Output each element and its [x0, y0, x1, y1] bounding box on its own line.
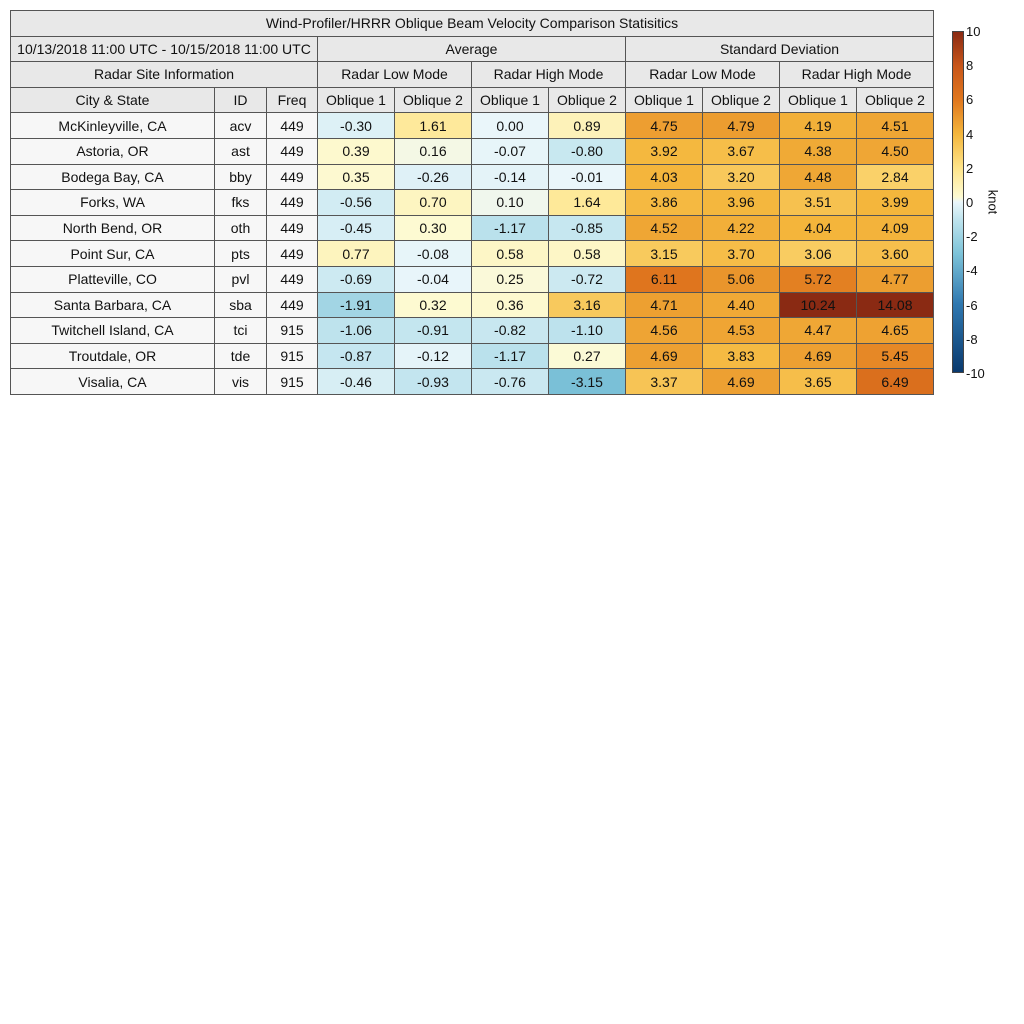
cell-avg-high-oblique-1: -0.07: [472, 138, 549, 164]
cell-city: McKinleyville, CA: [11, 113, 215, 139]
cell-avg-high-oblique-1: 0.58: [472, 241, 549, 267]
std-dev-group-header: Standard Deviation: [626, 36, 934, 62]
cell-std-low-oblique-1: 3.37: [626, 369, 703, 395]
cell-city: Point Sur, CA: [11, 241, 215, 267]
cell-id: ast: [215, 138, 267, 164]
cell-city: North Bend, OR: [11, 215, 215, 241]
table-row: [11, 369, 934, 395]
cell-avg-low-oblique-2: -0.04: [395, 266, 472, 292]
cell-id: vis: [215, 369, 267, 395]
column-header-avg-low-oblique-2: Oblique 2: [395, 87, 472, 113]
table-row: [11, 190, 934, 216]
column-header-std-high-oblique-1: Oblique 1: [780, 87, 857, 113]
cell-avg-low-oblique-2: -0.93: [395, 369, 472, 395]
average-group-header: Average: [318, 36, 626, 62]
cell-std-low-oblique-2: 3.96: [703, 190, 780, 216]
cell-id: oth: [215, 215, 267, 241]
cell-std-low-oblique-2: 3.67: [703, 138, 780, 164]
cell-std-low-oblique-1: 3.92: [626, 138, 703, 164]
table-row: [11, 138, 934, 164]
cell-avg-high-oblique-2: 1.64: [549, 190, 626, 216]
colorbar-tick-label: 8: [966, 58, 974, 74]
column-header-freq: Freq: [267, 87, 318, 113]
colorbar-tick-label: 0: [966, 195, 974, 210]
cell-avg-low-oblique-1: 0.39: [318, 138, 395, 164]
cell-std-high-oblique-2: 4.77: [857, 266, 934, 292]
cell-freq: 449: [267, 190, 318, 216]
site-info-header: Radar Site Information: [11, 62, 318, 88]
cell-avg-high-oblique-2: -0.85: [549, 215, 626, 241]
cell-avg-high-oblique-2: -1.10: [549, 318, 626, 344]
cell-avg-low-oblique-2: -0.91: [395, 318, 472, 344]
cell-avg-low-oblique-2: 0.32: [395, 292, 472, 318]
cell-freq: 449: [267, 164, 318, 190]
cell-avg-high-oblique-2: -0.80: [549, 138, 626, 164]
cell-std-low-oblique-1: 4.56: [626, 318, 703, 344]
cell-std-high-oblique-1: 4.48: [780, 164, 857, 190]
cell-avg-high-oblique-1: 0.00: [472, 113, 549, 139]
cell-std-low-oblique-2: 3.70: [703, 241, 780, 267]
cell-id: sba: [215, 292, 267, 318]
colorbar-tick-label: -8: [966, 331, 978, 347]
cell-freq: 449: [267, 215, 318, 241]
cell-id: pts: [215, 241, 267, 267]
colorbar-tick-label: -2: [966, 229, 978, 245]
cell-std-low-oblique-2: 5.06: [703, 266, 780, 292]
cell-city: Bodega Bay, CA: [11, 164, 215, 190]
cell-city: Troutdale, OR: [11, 343, 215, 369]
velocity-stats-table: [10, 10, 934, 395]
cell-city: Astoria, OR: [11, 138, 215, 164]
cell-std-low-oblique-1: 4.52: [626, 215, 703, 241]
cell-std-high-oblique-1: 3.06: [780, 241, 857, 267]
cell-id: fks: [215, 190, 267, 216]
cell-avg-high-oblique-1: 0.36: [472, 292, 549, 318]
cell-std-high-oblique-2: 3.60: [857, 241, 934, 267]
cell-std-low-oblique-2: 4.53: [703, 318, 780, 344]
cell-freq: 449: [267, 241, 318, 267]
colorbar-label: knot: [985, 189, 1001, 215]
cell-std-high-oblique-1: 4.47: [780, 318, 857, 344]
cell-std-low-oblique-1: 4.03: [626, 164, 703, 190]
cell-std-low-oblique-2: 4.40: [703, 292, 780, 318]
cell-std-low-oblique-1: 4.75: [626, 113, 703, 139]
cell-std-low-oblique-1: 3.15: [626, 241, 703, 267]
cell-city: Twitchell Island, CA: [11, 318, 215, 344]
table-row: [11, 266, 934, 292]
cell-std-high-oblique-1: 4.38: [780, 138, 857, 164]
cell-std-low-oblique-2: 3.83: [703, 343, 780, 369]
column-header-id: ID: [215, 87, 267, 113]
cell-avg-high-oblique-1: -1.17: [472, 215, 549, 241]
colorbar: [952, 31, 964, 373]
cell-avg-high-oblique-1: -0.14: [472, 164, 549, 190]
cell-freq: 915: [267, 318, 318, 344]
cell-avg-low-oblique-2: -0.08: [395, 241, 472, 267]
table-row: [11, 343, 934, 369]
cell-id: pvl: [215, 266, 267, 292]
cell-avg-low-oblique-1: -0.46: [318, 369, 395, 395]
colorbar-tick-label: -6: [966, 297, 978, 313]
cell-std-low-oblique-1: 3.86: [626, 190, 703, 216]
date-range: 10/13/2018 11:00 UTC - 10/15/2018 11:00 UTC: [11, 36, 318, 62]
avg-low-mode-header: Radar Low Mode: [318, 62, 472, 88]
cell-std-low-oblique-2: 3.20: [703, 164, 780, 190]
cell-freq: 449: [267, 138, 318, 164]
cell-avg-low-oblique-1: -1.91: [318, 292, 395, 318]
column-header-std-high-oblique-2: Oblique 2: [857, 87, 934, 113]
cell-std-high-oblique-1: 4.04: [780, 215, 857, 241]
cell-avg-low-oblique-2: -0.12: [395, 343, 472, 369]
cell-std-low-oblique-2: 4.79: [703, 113, 780, 139]
cell-std-high-oblique-2: 3.99: [857, 190, 934, 216]
cell-id: bby: [215, 164, 267, 190]
cell-avg-low-oblique-2: 0.70: [395, 190, 472, 216]
column-header-avg-low-oblique-1: Oblique 1: [318, 87, 395, 113]
cell-avg-high-oblique-1: -0.82: [472, 318, 549, 344]
cell-avg-low-oblique-1: -0.56: [318, 190, 395, 216]
cell-avg-low-oblique-2: -0.26: [395, 164, 472, 190]
cell-avg-high-oblique-1: -0.76: [472, 369, 549, 395]
cell-freq: 449: [267, 266, 318, 292]
cell-std-high-oblique-2: 6.49: [857, 369, 934, 395]
column-header-std-low-oblique-2: Oblique 2: [703, 87, 780, 113]
colorbar-tick-label: 6: [966, 92, 974, 108]
cell-std-high-oblique-1: 10.24: [780, 292, 857, 318]
cell-std-high-oblique-1: 3.65: [780, 369, 857, 395]
cell-std-low-oblique-1: 4.69: [626, 343, 703, 369]
cell-avg-low-oblique-2: 0.30: [395, 215, 472, 241]
cell-avg-high-oblique-2: 3.16: [549, 292, 626, 318]
cell-avg-high-oblique-2: -3.15: [549, 369, 626, 395]
cell-id: tde: [215, 343, 267, 369]
cell-city: Visalia, CA: [11, 369, 215, 395]
cell-freq: 449: [267, 292, 318, 318]
colorbar-tick-label: 10: [966, 24, 981, 39]
table-row: [11, 164, 934, 190]
cell-avg-low-oblique-2: 0.16: [395, 138, 472, 164]
cell-avg-low-oblique-1: -1.06: [318, 318, 395, 344]
cell-freq: 915: [267, 369, 318, 395]
cell-std-high-oblique-2: 2.84: [857, 164, 934, 190]
cell-city: Santa Barbara, CA: [11, 292, 215, 318]
cell-avg-low-oblique-1: -0.45: [318, 215, 395, 241]
cell-avg-low-oblique-1: -0.69: [318, 266, 395, 292]
table-title: Wind-Profiler/HRRR Oblique Beam Velocity Comparison Statisitics: [11, 11, 934, 37]
cell-avg-high-oblique-2: 0.58: [549, 241, 626, 267]
std-high-mode-header: Radar High Mode: [780, 62, 934, 88]
cell-freq: 449: [267, 113, 318, 139]
colorbar-tick-label: -4: [966, 263, 978, 279]
table-row: [11, 318, 934, 344]
cell-std-high-oblique-2: 5.45: [857, 343, 934, 369]
colorbar-tick-label: 2: [966, 160, 974, 176]
cell-std-high-oblique-1: 4.19: [780, 113, 857, 139]
cell-avg-low-oblique-1: 0.77: [318, 241, 395, 267]
cell-std-low-oblique-2: 4.22: [703, 215, 780, 241]
cell-avg-low-oblique-2: 1.61: [395, 113, 472, 139]
colorbar-tick-label: -10: [966, 366, 985, 381]
cell-std-high-oblique-1: 4.69: [780, 343, 857, 369]
cell-avg-low-oblique-1: -0.87: [318, 343, 395, 369]
cell-std-high-oblique-2: 4.09: [857, 215, 934, 241]
std-low-mode-header: Radar Low Mode: [626, 62, 780, 88]
cell-avg-high-oblique-1: 0.10: [472, 190, 549, 216]
cell-std-low-oblique-1: 4.71: [626, 292, 703, 318]
cell-city: Forks, WA: [11, 190, 215, 216]
column-header-std-low-oblique-1: Oblique 1: [626, 87, 703, 113]
cell-avg-high-oblique-1: 0.25: [472, 266, 549, 292]
cell-avg-low-oblique-1: -0.30: [318, 113, 395, 139]
colorbar-tick-label: 4: [966, 126, 974, 142]
cell-avg-high-oblique-2: -0.72: [549, 266, 626, 292]
cell-avg-high-oblique-2: 0.89: [549, 113, 626, 139]
cell-avg-high-oblique-1: -1.17: [472, 343, 549, 369]
table-row: [11, 241, 934, 267]
cell-std-high-oblique-2: 4.50: [857, 138, 934, 164]
cell-std-high-oblique-2: 4.51: [857, 113, 934, 139]
column-header-avg-high-oblique-2: Oblique 2: [549, 87, 626, 113]
cell-id: acv: [215, 113, 267, 139]
cell-id: tci: [215, 318, 267, 344]
cell-std-high-oblique-2: 14.08: [857, 292, 934, 318]
cell-freq: 915: [267, 343, 318, 369]
table-row: [11, 215, 934, 241]
avg-high-mode-header: Radar High Mode: [472, 62, 626, 88]
cell-avg-low-oblique-1: 0.35: [318, 164, 395, 190]
column-header-avg-high-oblique-1: Oblique 1: [472, 87, 549, 113]
cell-std-high-oblique-2: 4.65: [857, 318, 934, 344]
cell-std-low-oblique-2: 4.69: [703, 369, 780, 395]
column-header-city: City & State: [11, 87, 215, 113]
table-row: [11, 292, 934, 318]
cell-avg-high-oblique-2: -0.01: [549, 164, 626, 190]
cell-std-high-oblique-1: 3.51: [780, 190, 857, 216]
cell-std-high-oblique-1: 5.72: [780, 266, 857, 292]
cell-city: Platteville, CO: [11, 266, 215, 292]
table-row: [11, 113, 934, 139]
cell-std-low-oblique-1: 6.11: [626, 266, 703, 292]
cell-avg-high-oblique-2: 0.27: [549, 343, 626, 369]
